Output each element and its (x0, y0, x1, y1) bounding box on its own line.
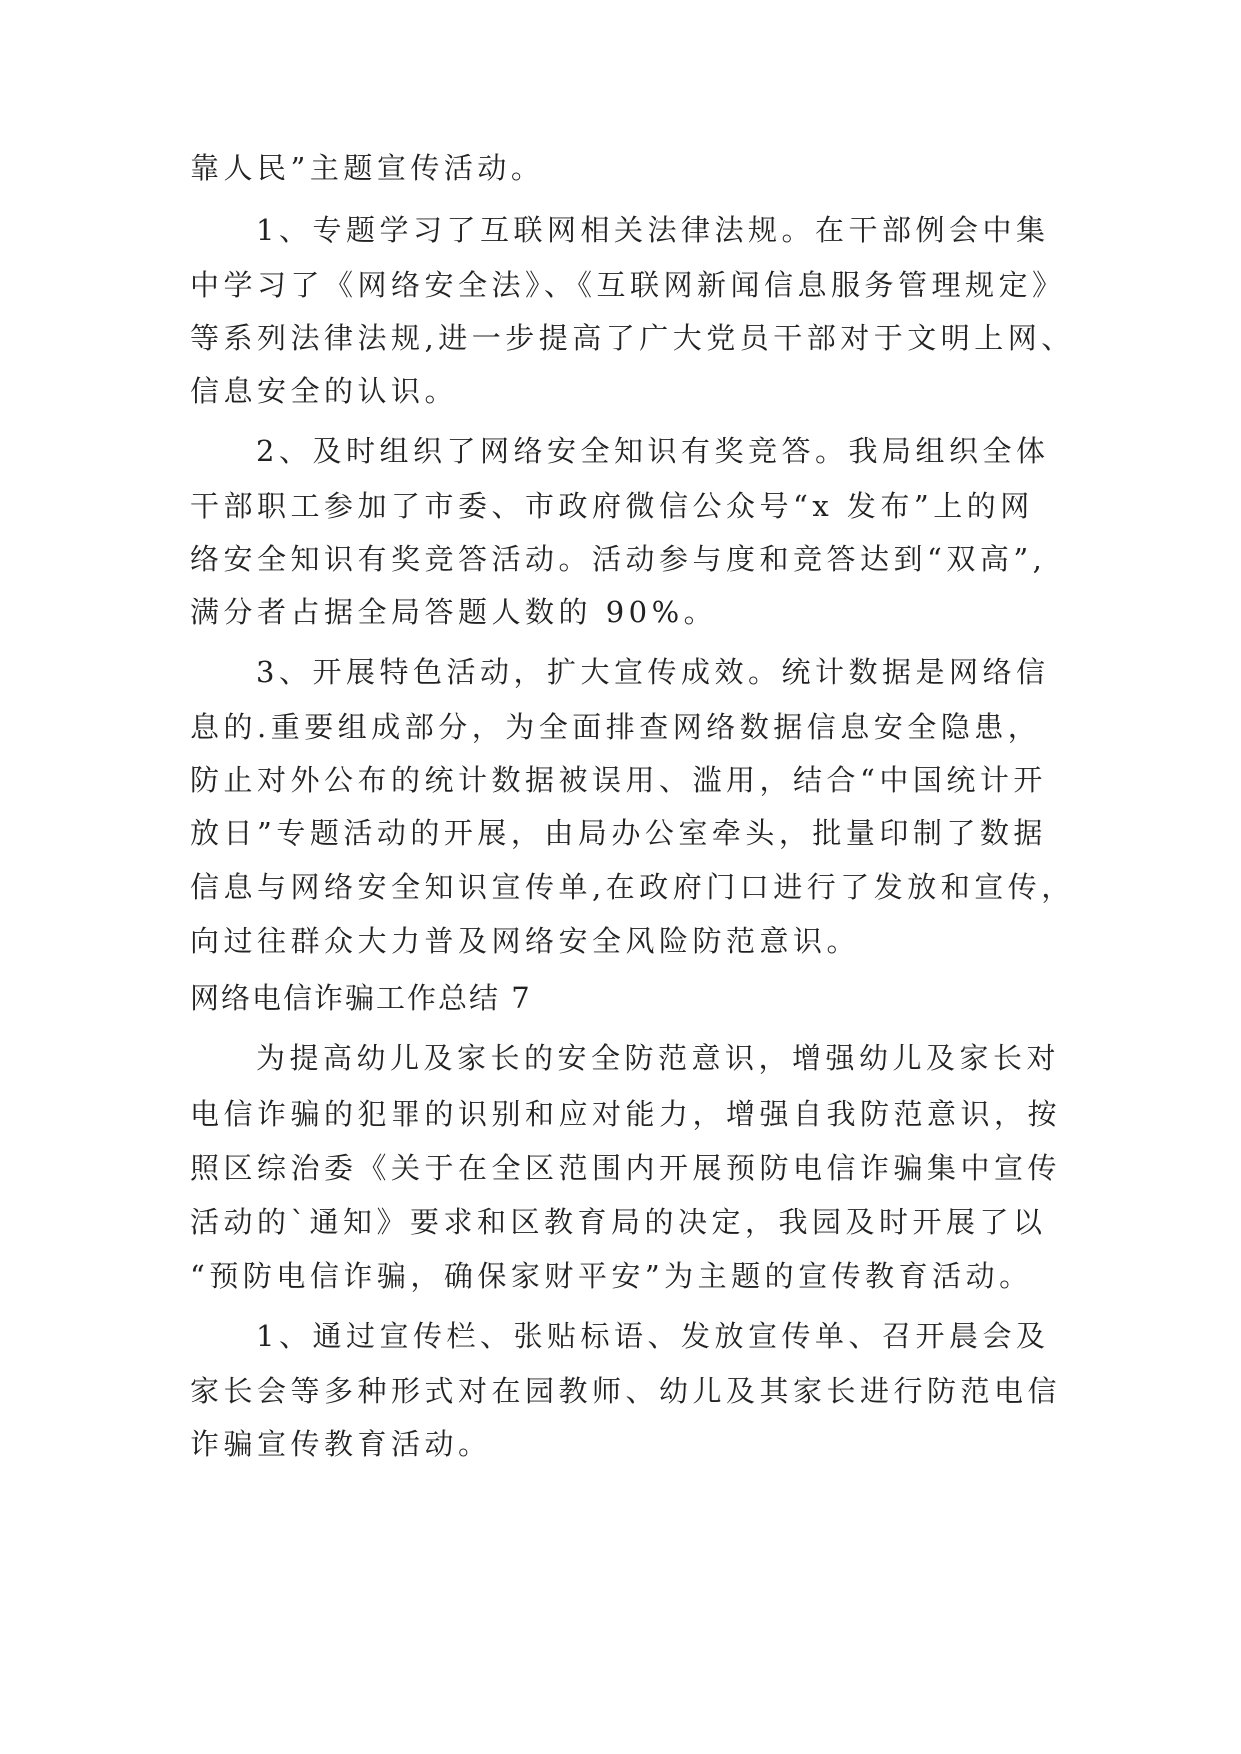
text-line: 防止对外公布的统计数据被误用、滥用，结合“中国统计开 (190, 763, 1047, 797)
text-line: 信息安全的认识。 (190, 374, 459, 408)
text-line: 放日”专题活动的开展，由局办公室牵头，批量印制了数据 (190, 816, 1047, 850)
text-line: 家长会等多种形式对在园教师、幼儿及其家长进行防范电信 (190, 1374, 1062, 1408)
paragraph-first-line: 2、及时组织了网络安全知识有奖竞答。我局组织全体 (256, 434, 1050, 468)
text-line: 向过往群众大力普及网络安全风险防范意识。 (190, 924, 861, 958)
paragraph-first-line: 3、开展特色活动，扩大宣传成效。统计数据是网络信 (256, 655, 1050, 689)
text-line: 干部职工参加了市委、市政府微信公众号“x 发布”上的网 (190, 489, 1034, 523)
text-line: 活动的`通知》要求和区教育局的决定，我园及时开展了以 (190, 1205, 1047, 1239)
paragraph-first-line: 1、通过宣传栏、张贴标语、发放宣传单、召开晨会及 (256, 1319, 1050, 1353)
text-line: 息的.重要组成部分，为全面排查网络数据信息安全隐患， (190, 710, 1042, 744)
text-line: 诈骗宣传教育活动。 (190, 1427, 492, 1461)
text-line: 满分者占据全局答题人数的 90%。 (190, 595, 718, 629)
text-line: 络安全知识有奖竞答活动。活动参与度和竞答达到“双高”, (190, 542, 1047, 576)
paragraph-first-line: 1、专题学习了互联网相关法律法规。在干部例会中集 (256, 213, 1050, 247)
text-line: 中学习了《网络安全法》、《互联网新闻信息服务管理规定》 (190, 268, 1066, 302)
text-line: 照区综治委《关于在全区范围内开展预防电信诈骗集中宣传 (190, 1151, 1062, 1185)
paragraph-first-line: 为提高幼儿及家长的安全防范意识，增强幼儿及家长对 (256, 1041, 1061, 1075)
section-heading: 网络电信诈骗工作总结 7 (190, 981, 532, 1015)
text-line: 靠人民”主题宣传活动。 (190, 151, 545, 185)
text-line: 等系列法律法规,进一步提高了广大党员干部对于文明上网、 (190, 321, 1075, 355)
text-line: “预防电信诈骗，确保家财平安”为主题的宣传教育活动。 (190, 1259, 1033, 1293)
text-line: 电信诈骗的犯罪的识别和应对能力，增强自我防范意识，按 (190, 1097, 1062, 1131)
text-line: 信息与网络安全知识宣传单,在政府门口进行了发放和宣传， (190, 870, 1075, 904)
